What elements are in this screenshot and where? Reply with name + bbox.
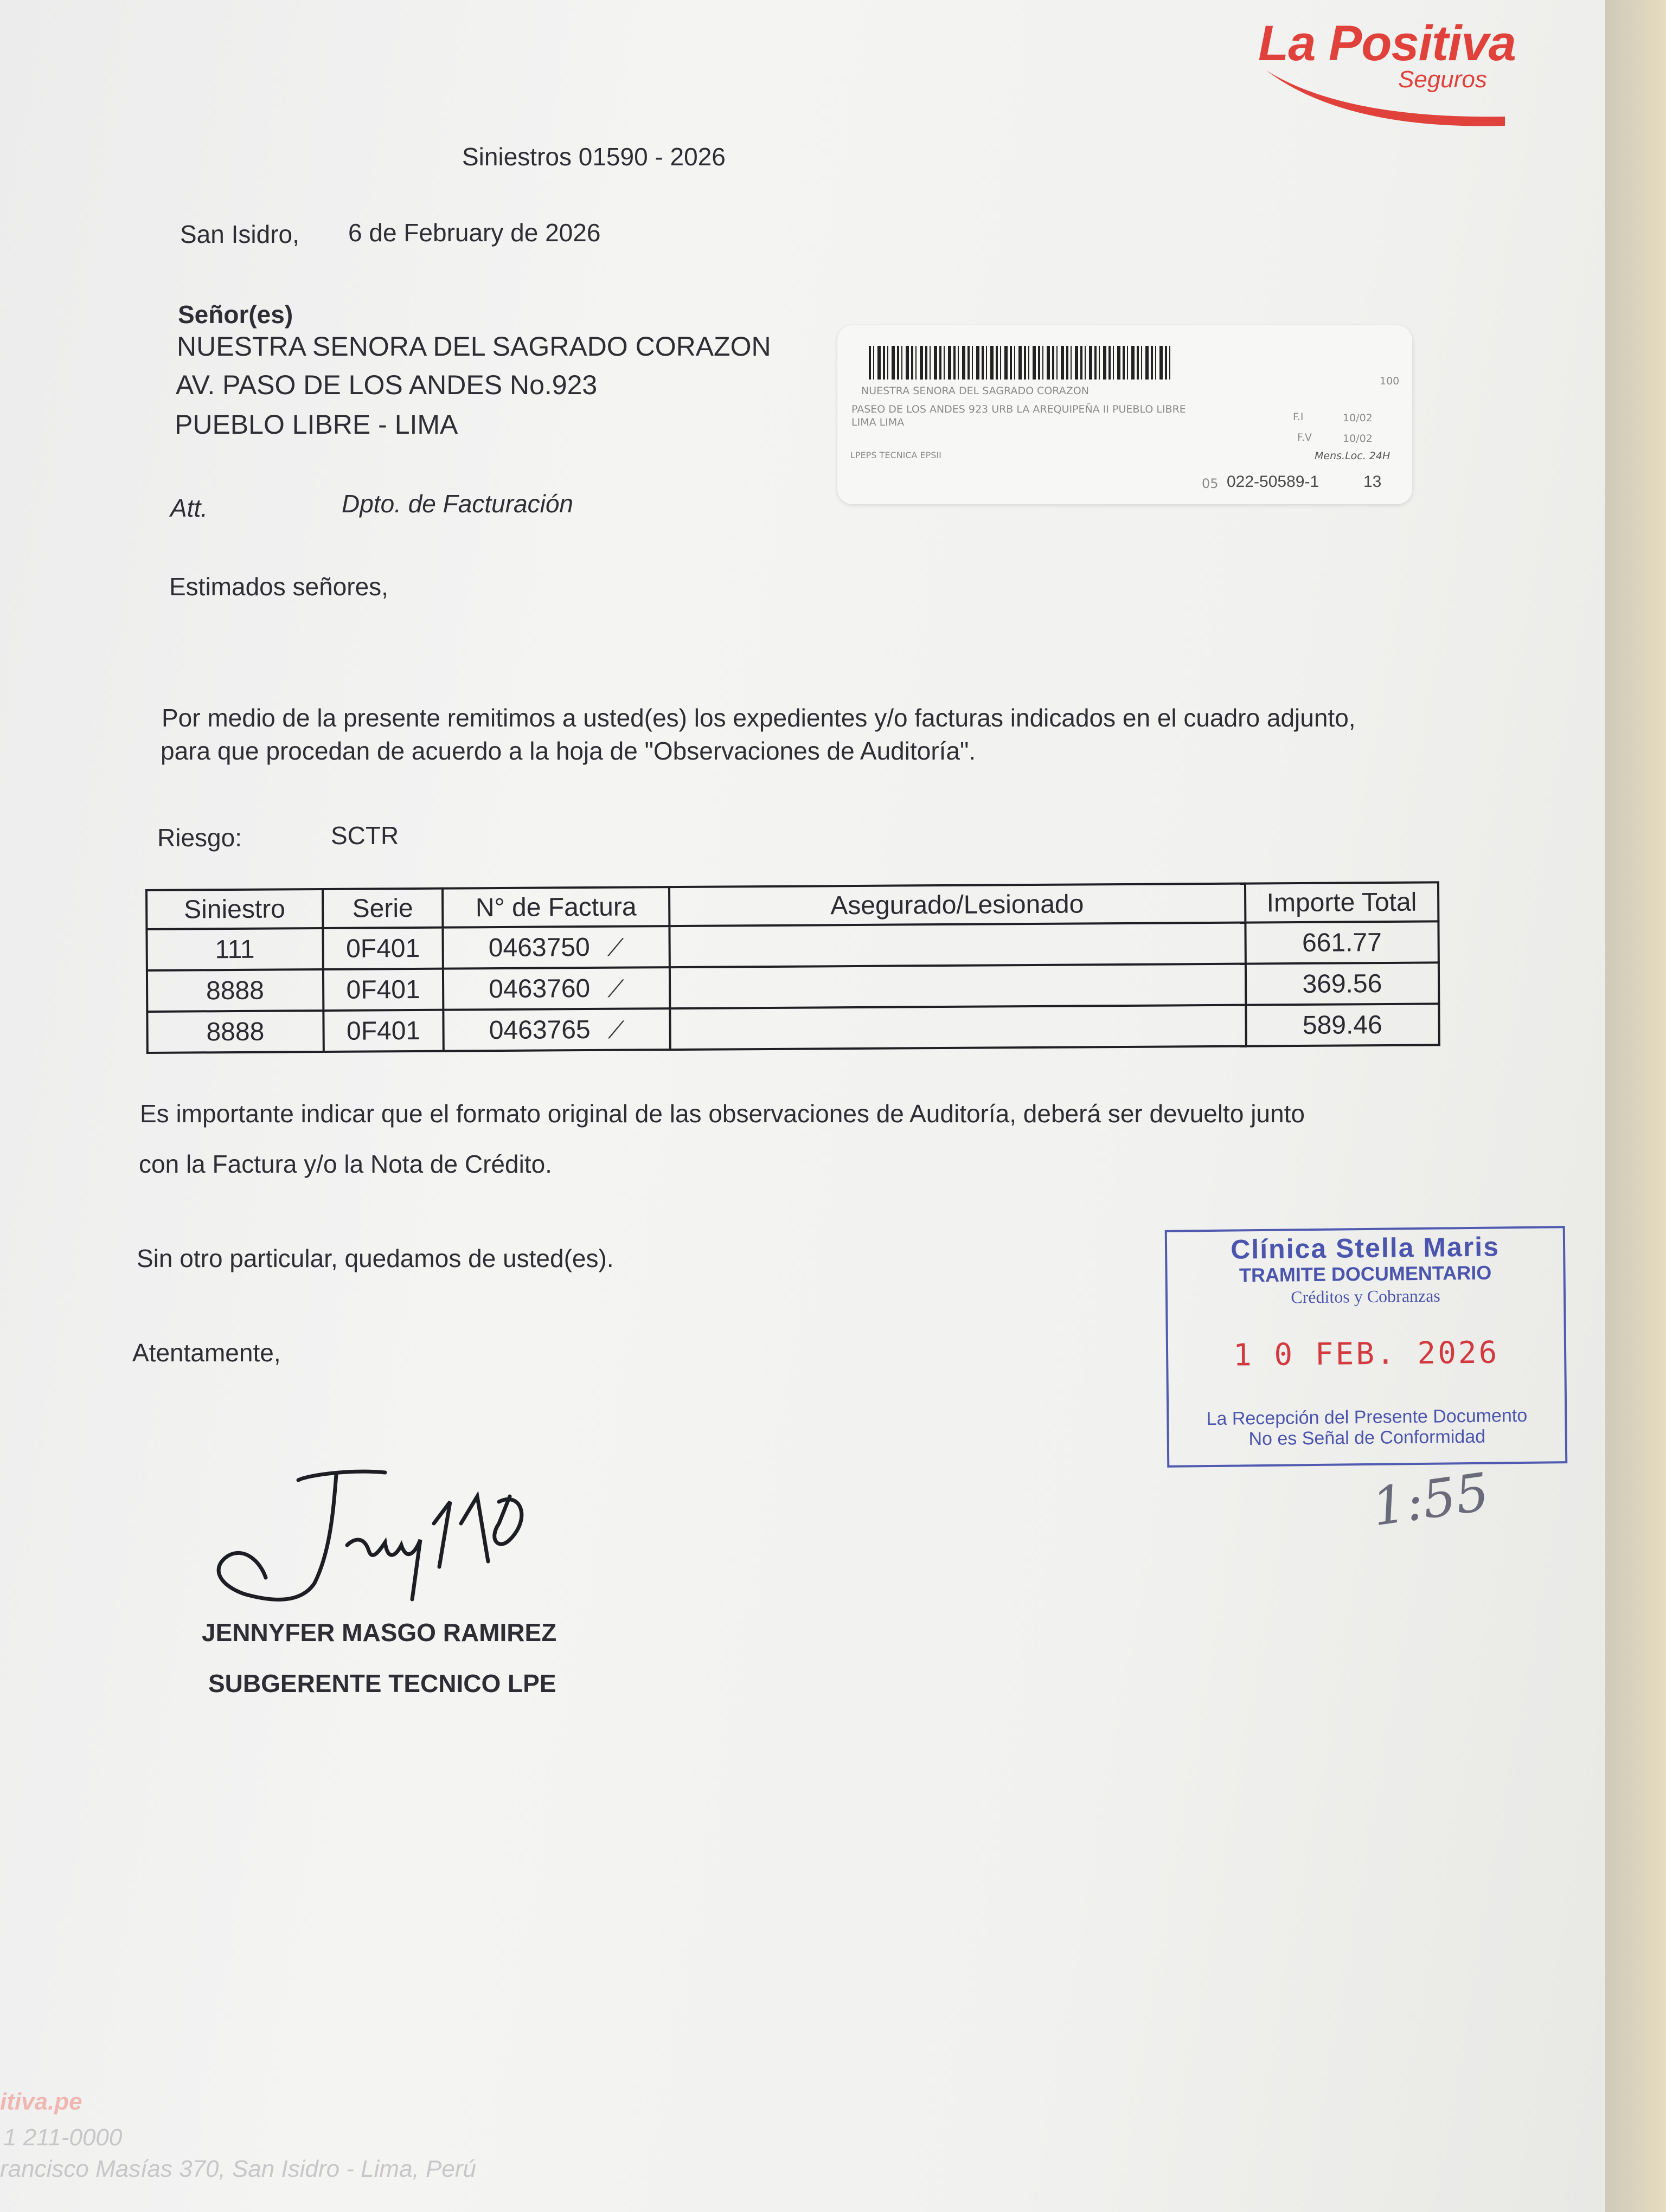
cell-siniestro: 111	[146, 928, 323, 970]
cell-importe: 369.56	[1245, 962, 1439, 1005]
cell-factura-value: 0463765	[489, 1015, 591, 1045]
sticker-prefix: 05	[1202, 476, 1219, 491]
stamp-sub: Créditos y Cobranzas	[1291, 1285, 1440, 1307]
greeting: Estimados señores,	[169, 573, 388, 601]
address-sticker	[837, 325, 1412, 504]
cell-factura-value: 0463750	[488, 933, 590, 962]
signature-icon	[206, 1458, 542, 1616]
cell-serie: 0F401	[323, 1010, 444, 1052]
cell-factura	[444, 1008, 670, 1051]
paragraph-1-line-2: para que procedan de acuerdo a la hoja de "Observaciones de Auditoría".	[161, 737, 976, 765]
table-row	[146, 921, 1438, 970]
stamp-date: 1 0 FEB. 2026	[1233, 1335, 1500, 1373]
table-row	[147, 962, 1439, 1012]
paragraph-2-line-1: Es importante indicar que el formato original de las observaciones de Auditoría, deberá ser devuelto junto	[140, 1099, 1305, 1128]
sticker-line-4: LPEPS TECNICA EPSII	[850, 450, 941, 460]
checkmark-icon: ⟋	[607, 934, 624, 961]
sticker-tracking: 022-50589-1	[1227, 473, 1319, 491]
attention-value: Dpto. de Facturación	[342, 490, 574, 518]
footer-web: itiva.pe	[0, 2088, 82, 2115]
attention-label: Att.	[170, 494, 208, 522]
col-header-factura: N° de Factura	[443, 887, 669, 928]
cell-importe: 661.77	[1245, 921, 1439, 963]
cell-asegurado	[669, 923, 1245, 967]
sticker-mens: Mens.Loc. 24H	[1315, 450, 1391, 462]
cell-factura	[443, 926, 670, 969]
cell-asegurado	[670, 964, 1246, 1008]
cell-serie: 0F401	[323, 969, 444, 1011]
background-edge	[1605, 0, 1666, 2212]
cell-asegurado	[670, 1005, 1246, 1050]
sticker-fv-label: F.V	[1297, 432, 1312, 443]
signer-name: JENNYFER MASGO RAMIREZ	[202, 1618, 557, 1647]
salutation-label: Señor(es)	[178, 300, 293, 329]
reception-stamp	[1165, 1226, 1568, 1468]
regards-line: Atentamente,	[132, 1339, 281, 1367]
paragraph-2-line-2: con la Factura y/o la Nota de Crédito.	[139, 1150, 552, 1178]
sticker-line-2: PASEO DE LOS ANDES 923 URB LA AREQUIPEÑA II PUEBLO LIBRE	[851, 403, 1186, 415]
stamp-note-1: La Recepción del Presente Documento	[1206, 1405, 1528, 1430]
recipient-city: PUEBLO LIBRE - LIMA	[175, 409, 458, 440]
recipient-address: AV. PASO DE LOS ANDES No.923	[176, 370, 598, 400]
brand-logo-name: La Positiva	[1258, 16, 1516, 71]
checkmark-icon: ⟋	[607, 1017, 625, 1044]
claim-reference: Siniestros 01590 - 2026	[462, 143, 726, 171]
stamp-dept: TRAMITE DOCUMENTARIO	[1239, 1261, 1492, 1287]
col-header-siniestro: Siniestro	[146, 889, 323, 929]
sticker-code-num: 100	[1380, 375, 1400, 387]
cell-factura-value: 0463760	[489, 974, 591, 1004]
date-place: San Isidro,	[180, 220, 299, 248]
cell-factura	[443, 967, 670, 1010]
footer-phone: 1 211-0000	[3, 2124, 123, 2151]
col-header-serie: Serie	[323, 889, 443, 928]
signer-title: SUBGERENTE TECNICO LPE	[208, 1669, 556, 1697]
cell-serie: 0F401	[323, 928, 443, 969]
sticker-fi-value: 10/02	[1343, 412, 1373, 424]
col-header-importe: Importe Total	[1245, 882, 1439, 922]
risk-label: Riesgo:	[157, 824, 242, 852]
handwritten-time: 1:55	[1368, 1461, 1493, 1538]
paragraph-1-line-1: Por medio de la presente remitimos a usted(es) los expedientes y/o facturas indicados en el cuadro adjunto,	[162, 704, 1356, 732]
checkmark-icon: ⟋	[607, 975, 625, 1002]
closing-line: Sin otro particular, quedamos de usted(es).	[137, 1244, 614, 1272]
sticker-line-3: LIMA LIMA	[851, 416, 905, 428]
footer-address: rancisco Masías 370, San Isidro - Lima, Perú	[0, 2156, 476, 2182]
recipient-name: NUESTRA SENORA DEL SAGRADO CORAZON	[177, 331, 771, 362]
sticker-fi-label: F.I	[1293, 411, 1304, 423]
cell-siniestro: 8888	[147, 969, 323, 1012]
sticker-line-1: NUESTRA SENORA DEL SAGRADO CORAZON	[861, 385, 1089, 397]
stamp-note-2: No es Señal de Conformidad	[1248, 1426, 1486, 1450]
brand-logo-subtitle: Seguros	[1398, 66, 1487, 93]
sticker-fv-value: 10/02	[1343, 433, 1373, 445]
cell-importe: 589.46	[1246, 1004, 1439, 1046]
claims-table	[145, 881, 1440, 1054]
cell-siniestro: 8888	[147, 1011, 323, 1053]
sticker-count: 13	[1363, 473, 1382, 491]
col-header-asegurado: Asegurado/Lesionado	[669, 884, 1245, 926]
date-text: 6 de February de 2026	[348, 218, 601, 247]
stamp-org: Clínica Stella Maris	[1230, 1231, 1500, 1265]
table-row	[147, 1004, 1439, 1053]
barcode-icon	[869, 346, 1172, 380]
risk-value: SCTR	[331, 821, 399, 850]
